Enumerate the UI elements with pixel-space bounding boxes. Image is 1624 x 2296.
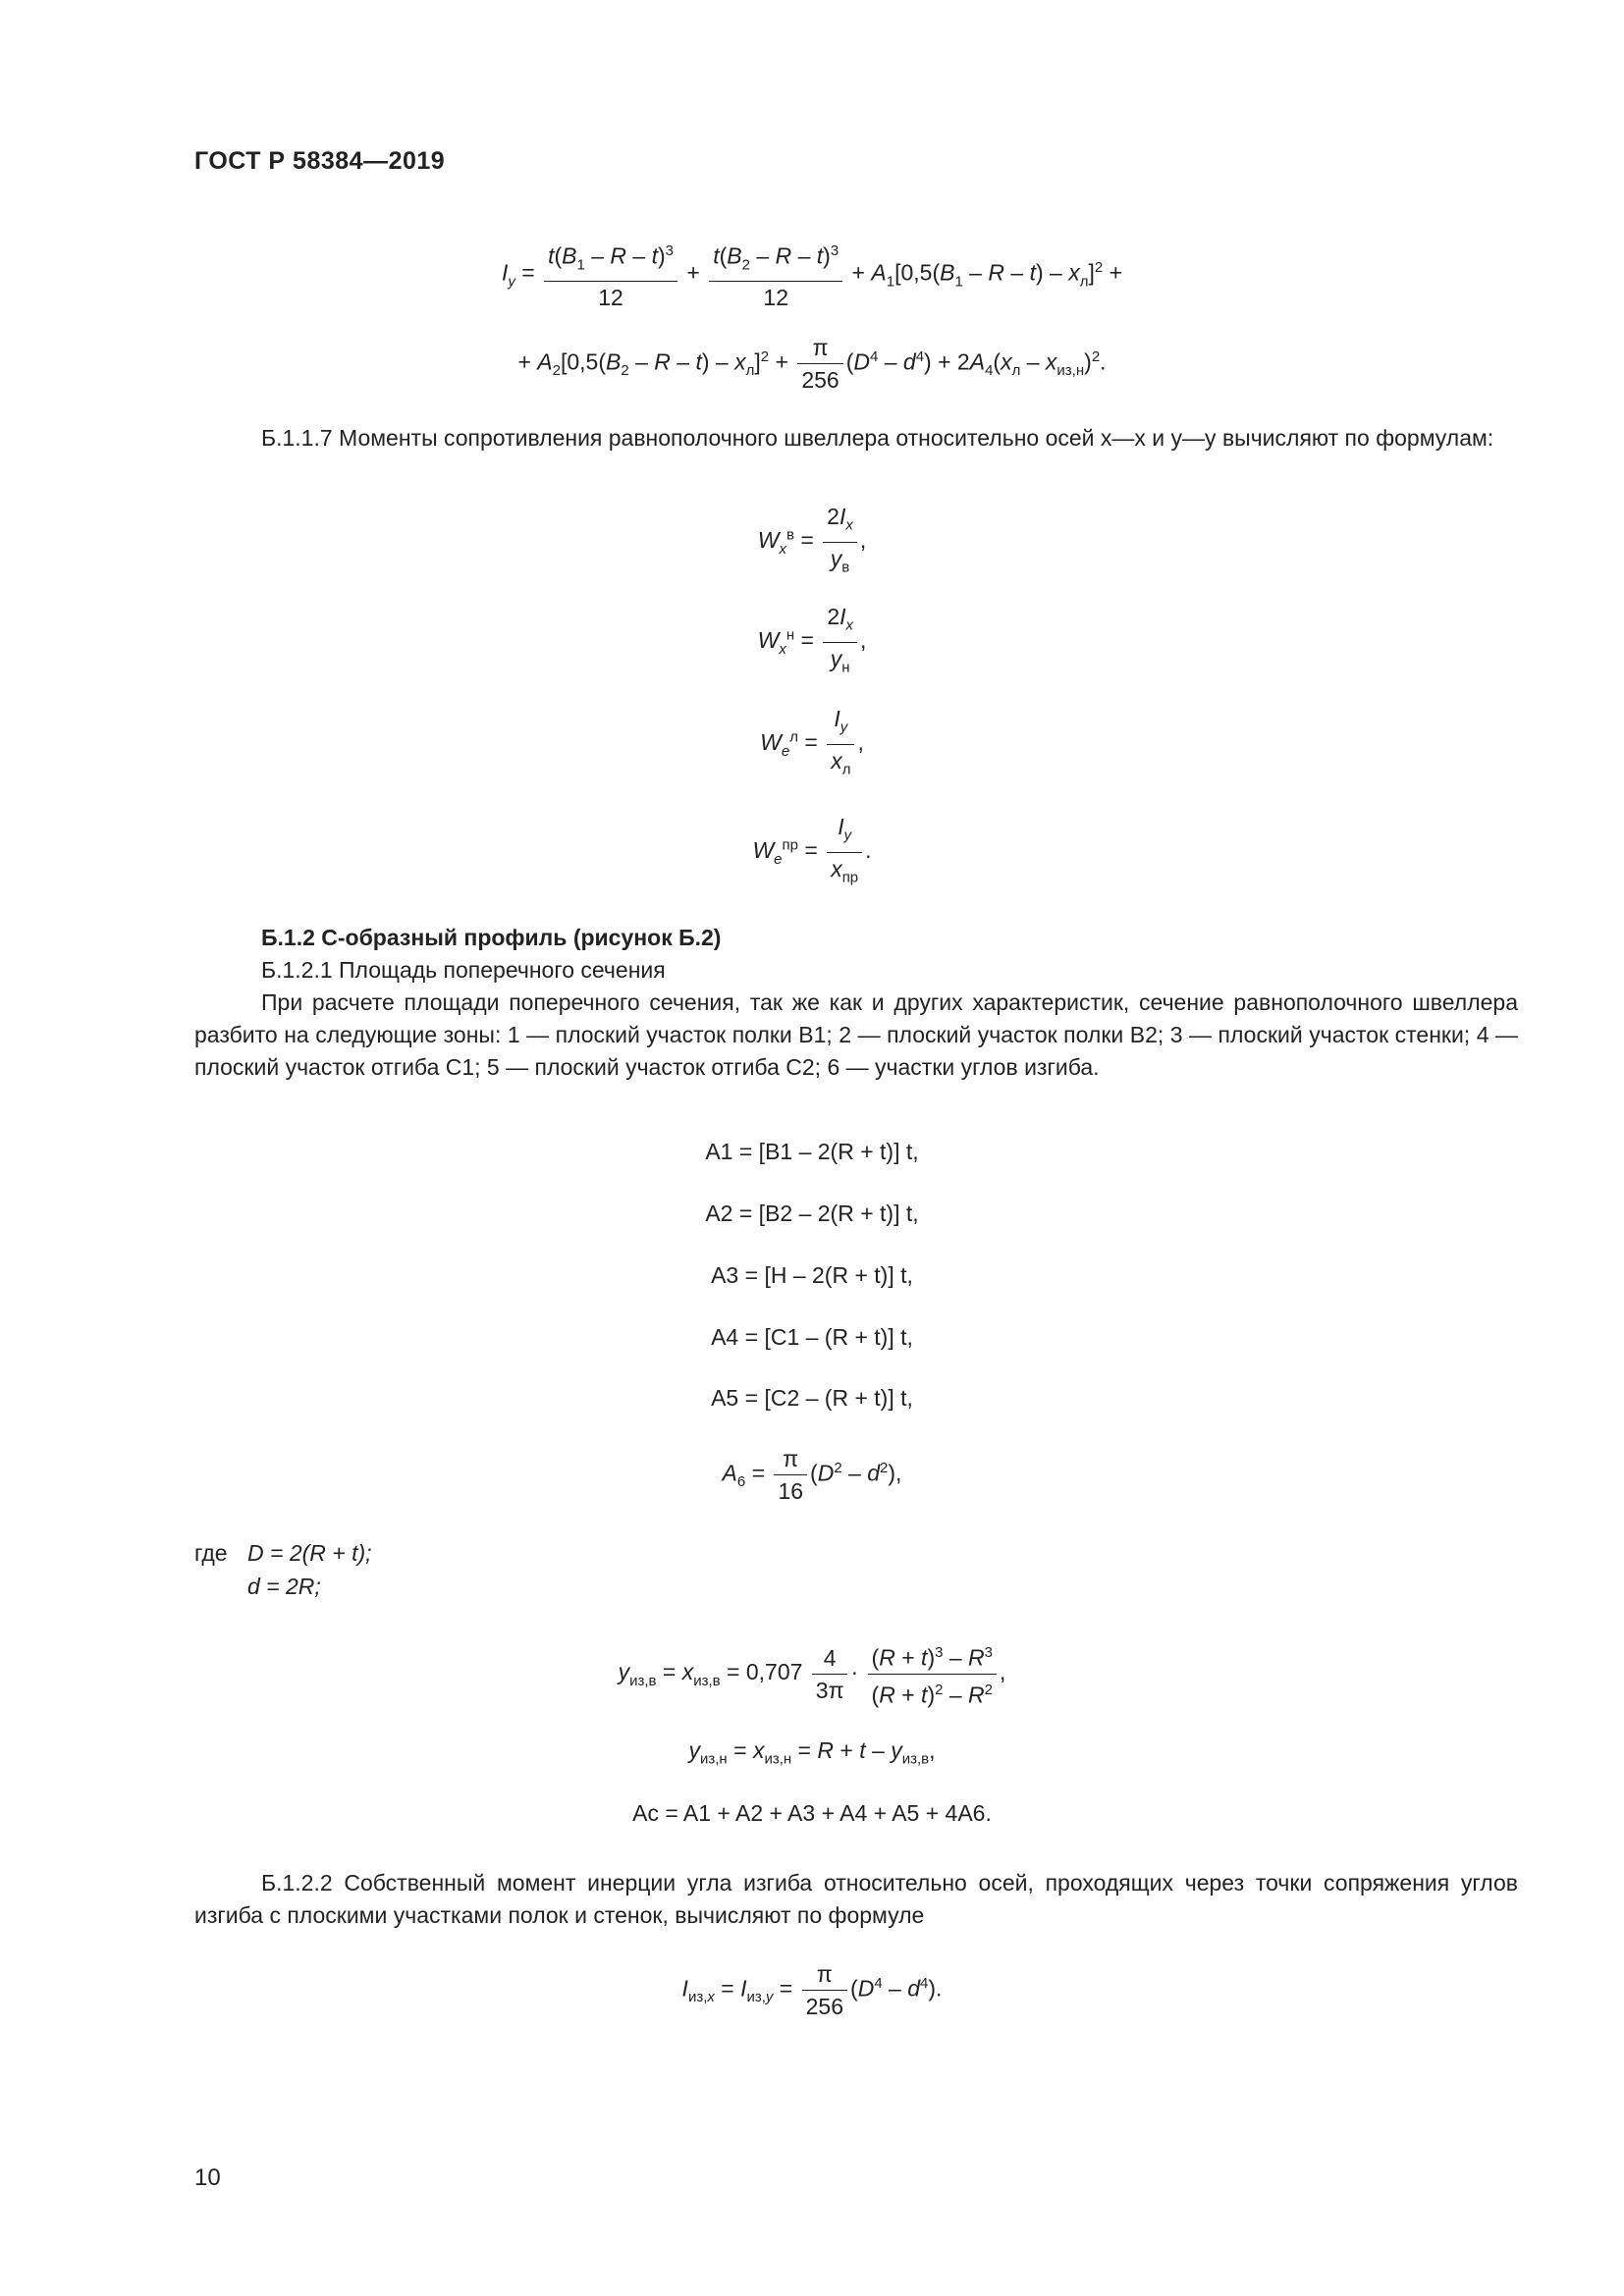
equation-d-small: d = 2R;: [247, 1574, 321, 1599]
equation-wx-top: $W_x^в$ = $\frac{2I_x}{y_в}$ ,: [0, 501, 1624, 583]
equation-ac: Ac = A1 + A2 + A3 + A4 + A5 + 4A6.: [632, 1800, 992, 1826]
equation-d-big: D = 2(R + t);: [247, 1540, 372, 1566]
equation-iy-line2: + $A_2[0,5(B_2$ – R – $t) - x_л]^2$ + $\frac{\pi}{256}$ $(D^4 - d^4) + 2A_4(x_л - x_{из,н})^2$.: [0, 332, 1624, 396]
equation-y-iz-v: $y_{из,в} = x_{из,в} = 0,707$ $\frac{4}{3\pi}$ · $\frac{(R + t)^3 - R^3}{(R + t)^2 - R^2}$ ,: [0, 1637, 1624, 1710]
document-header: ГОСТ Р 58384—2019: [194, 147, 446, 175]
equation-we-right: $W_e^{пр}$ = $\frac{I_y}{x_{пр}}$ .: [0, 811, 1624, 893]
paragraph-zones: При расчете площади поперечного сечения, так же как и других характеристик, сечение равнополочного швеллера разбито на следующие зоны: 1 — плоский участок полки B1; 2 — плоский участок полки B2; 3 — плоский участок стенки; 4 — плоский участок отгиба C1; 5 — плоский участок отгиба C2; 6 — участки углов изгиба.: [194, 989, 1518, 1080]
subsection-1-2-1: Б.1.2.1 Площадь поперечного сечения: [261, 957, 666, 983]
page-number: 10: [194, 2164, 221, 2191]
where-label: где: [194, 1540, 228, 1566]
equation-a6: $A_6$ = $\frac{\pi}{16}$ $(D^2 - d^2)$,: [0, 1443, 1624, 1507]
equation-a2: A2 = [B2 – 2(R + t)] t,: [705, 1201, 919, 1226]
equation-we-left: $W_e^л$ = $\frac{I_y}{x_л}$ ,: [0, 703, 1624, 785]
equation-i-iz: $I_{из,x} = I_{из,y}$ = $\frac{\pi}{256}$ $(D^4 - d^4)$.: [0, 1958, 1624, 2022]
section-heading: Б.1.2 С-образный профиль (рисунок Б.2): [261, 925, 722, 950]
equation-a3: A3 = [H – 2(R + t)] t,: [711, 1262, 913, 1288]
paragraph-1-1-7: Б.1.1.7 Моменты сопротивления равнополочного швеллера относительно осей x—x и y—y вычисляют по формулам:: [261, 425, 1494, 451]
paragraph-1-2-2: Б.1.2.2 Собственный момент инерции угла изгиба относительно осей, проходящих через точки сопряжения углов изгиба с плоскими участками полок и стенок, вычисляют по формуле: [194, 1870, 1518, 1928]
equation-a1: A1 = [B1 – 2(R + t)] t,: [705, 1139, 919, 1164]
equation-wx-bottom: $W_x^н$ = $\frac{2I_x}{y_н}$ ,: [0, 601, 1624, 683]
coefficient: 0,707: [745, 1659, 803, 1685]
equation-y-iz-n: $y_{из,н} = x_{из,н} = R + t - y_{из,в}$,: [688, 1737, 936, 1768]
equation-iy-line1: $I_y$ = $\frac{t(B_1 - R - t)^3}{12}$ + $\frac{t(B_2 - R - t)^3}{12}$ + $A_1[0,5(B_1$ – R – $t) - x_л]^2$ +: [0, 236, 1624, 313]
equation-a4: A4 = [C1 – (R + t)] t,: [711, 1324, 913, 1350]
equation-a5: A5 = [C2 – (R + t)] t,: [711, 1385, 913, 1411]
